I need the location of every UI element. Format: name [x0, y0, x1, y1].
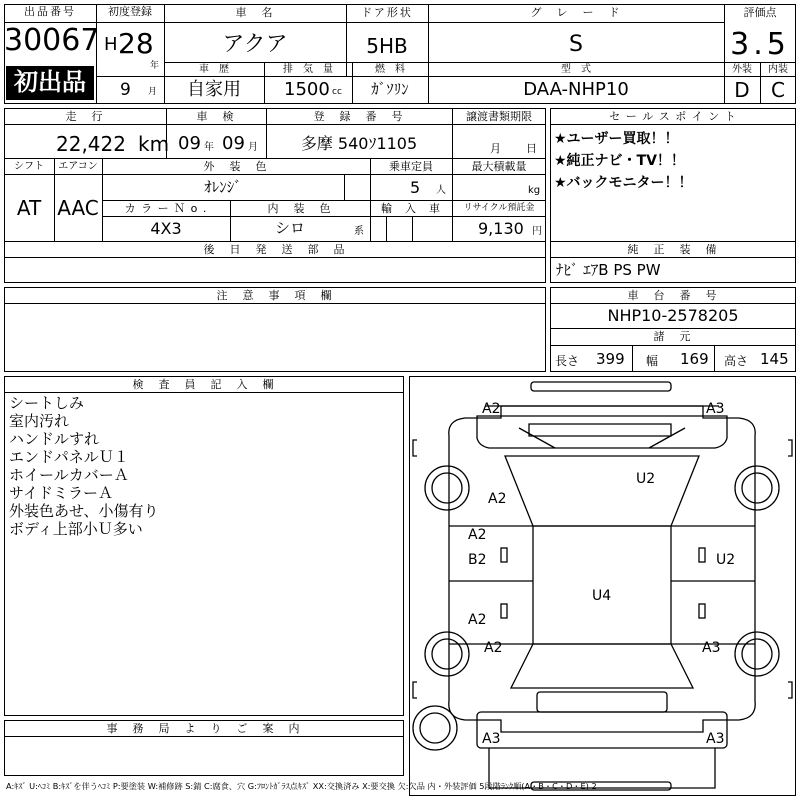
- color-no-label: カ ラ ー Ｎ o .: [124, 202, 208, 215]
- mark-door-right: U2: [716, 552, 736, 568]
- inspector-note: サイドミラーＡ: [9, 484, 113, 502]
- displacement-label: 排 気 量: [283, 64, 333, 75]
- history-label: 車 歴: [199, 64, 229, 75]
- mileage: 22,422: [56, 132, 126, 156]
- chassis-number: NHP10-2578205: [607, 306, 739, 325]
- car-name: アクア: [222, 32, 288, 57]
- chassis-label: 車 台 番 号: [627, 289, 719, 302]
- width: 169: [680, 350, 709, 368]
- fuel: ｶﾞｿﾘﾝ: [371, 80, 409, 98]
- lot-no-label: 出品番号: [24, 5, 76, 18]
- recycle-unit: 円: [532, 226, 542, 237]
- shift: AT: [16, 196, 42, 220]
- shift-label: シフト: [14, 161, 44, 172]
- interior-grade: C: [771, 78, 785, 102]
- equipment-value: ﾅﾋﾞ ｴｱB PS PW: [556, 261, 661, 279]
- interior-color-unit: 系: [354, 226, 364, 237]
- mileage-unit: km: [138, 132, 170, 156]
- reg-no-label: 登 録 番 号: [313, 110, 405, 123]
- width-label: 幅: [646, 354, 659, 368]
- mark-fender-left: A2: [488, 491, 507, 507]
- equipment-label: 純 正 装 備: [627, 243, 719, 256]
- notes-label: 注 意 事 項 欄: [216, 289, 334, 302]
- transfer-month-unit: 月: [490, 142, 501, 155]
- displacement-unit: cc: [332, 87, 342, 97]
- interior-color: シロ: [274, 219, 305, 237]
- inspector-note: ハンドルすれ: [9, 430, 100, 448]
- import-label: 輸 入 車: [381, 202, 441, 215]
- mark-door-left-rear: B2: [468, 552, 487, 568]
- legend: A:ｷｽﾞ U:ﾍｺﾐ B:ｷｽﾞを伴うﾍｺﾐ P:要塗装 W:補修跡 S:錆 C:腐食、穴 G:ﾌﾛﾝﾄｶﾞﾗｽ点ｷｽﾞ XX:交換済み X:要交換 欠:欠品 内・外装評価 5段階ﾗﾝｸ順(A・B・C・D・E) 2: [6, 781, 597, 791]
- door-type: 5HB: [366, 34, 408, 58]
- office-notice-label: 事 務 局 よ り ご 案 内: [106, 722, 302, 735]
- height-label: 高さ: [724, 354, 749, 368]
- sales-point: ★純正ナビ・TV！！: [554, 153, 685, 169]
- capacity: 5: [410, 178, 421, 197]
- transfer-day-unit: 日: [526, 142, 537, 155]
- inspection-year: 09: [178, 133, 201, 154]
- mark-roof: U4: [592, 588, 612, 604]
- aircon: AAC: [57, 196, 99, 220]
- mark-top-left: A2: [482, 401, 501, 417]
- exterior-grade: D: [734, 78, 750, 102]
- inspector-note: 外装色あせ、小傷有り: [9, 502, 159, 520]
- inspector-label: 検 査 員 記 入 欄: [132, 378, 276, 391]
- recycle-label: リサイクル預託金: [463, 203, 535, 213]
- era: H: [104, 34, 118, 55]
- mark-bottom-left: A3: [482, 731, 501, 747]
- inspector-note: ボディ上部小Ｕ多い: [9, 520, 143, 538]
- inspector-note: シートしみ: [9, 394, 85, 412]
- reg-month-unit: 月: [148, 87, 158, 97]
- mark-rear-right-wheel: A3: [702, 640, 721, 656]
- sales-point: ★ユーザー買取！！: [554, 131, 679, 147]
- transfer-label: 譲渡書類期限: [466, 110, 532, 123]
- door-label: ドア形状: [361, 6, 413, 19]
- ext-color-label: 外 装 色: [203, 160, 269, 173]
- ac-label: エアコン: [58, 161, 98, 172]
- displacement: 1500: [284, 79, 330, 100]
- mileage-label: 走 行: [65, 110, 105, 123]
- reg-year-unit: 年: [150, 61, 160, 71]
- reg-year: 28: [118, 27, 154, 60]
- inspector-note: ホイールカバーＡ: [9, 466, 129, 484]
- later-parts-label: 後 日 発 送 部 品: [203, 243, 347, 256]
- sales-point: ★バックモニター！！: [554, 175, 693, 191]
- model-label: 型 式: [561, 64, 591, 75]
- height: 145: [760, 350, 789, 368]
- load-label: 最大積載量: [471, 160, 527, 173]
- model: DAA-NHP10: [523, 79, 629, 100]
- history: 自家用: [187, 79, 241, 100]
- mark-rear-left-wheel: A2: [484, 640, 503, 656]
- first-reg-label: 初度登録: [108, 5, 152, 18]
- load-unit: kg: [528, 185, 541, 196]
- lot-number: 30067: [4, 23, 100, 58]
- reg-month: 9: [120, 80, 131, 100]
- inspector-note: エンドパネルＵ１: [9, 448, 129, 466]
- inspection-month: 09: [222, 133, 245, 154]
- exterior-label: 外装: [732, 64, 752, 75]
- mark-quarter-left: A2: [468, 612, 487, 628]
- interior-label: 内装: [768, 64, 788, 75]
- exterior-color: ｵﾚﾝｼﾞ: [204, 178, 242, 196]
- inspection-month-unit: 月: [248, 142, 258, 153]
- recycle-fee: 9,130: [478, 219, 524, 238]
- sales-points-label: セ ー ル ス ポ イ ン ト: [609, 110, 737, 123]
- car-name-label: 車 名: [235, 6, 275, 19]
- color-number: 4X3: [150, 219, 182, 238]
- first-listing-text: 初出品: [14, 68, 86, 96]
- score: 3.5: [730, 27, 790, 62]
- grade-label: グ レ ー ド: [530, 6, 622, 19]
- inspector-note: 室内汚れ: [9, 412, 70, 430]
- capacity-label: 乗車定員: [389, 160, 433, 173]
- mark-top-right: A3: [706, 401, 725, 417]
- grade: S: [569, 32, 583, 57]
- capacity-unit: 人: [436, 185, 446, 196]
- inspection-label: 車 検: [196, 110, 236, 123]
- length-label: 長さ: [555, 354, 580, 368]
- specs-label: 諸 元: [653, 330, 693, 343]
- mark-bottom-right: A3: [706, 731, 725, 747]
- int-color-label: 内 装 色: [267, 202, 333, 215]
- length: 399: [596, 350, 625, 368]
- car-diagram: [409, 376, 796, 796]
- registration-number: 多摩 540ｿ1105: [300, 134, 418, 153]
- fuel-label: 燃 料: [375, 64, 405, 75]
- mark-front-panel: U2: [636, 471, 656, 487]
- inspection-year-unit: 年: [204, 142, 214, 153]
- score-label: 評価点: [743, 6, 777, 19]
- mark-door-left-front: A2: [468, 527, 487, 543]
